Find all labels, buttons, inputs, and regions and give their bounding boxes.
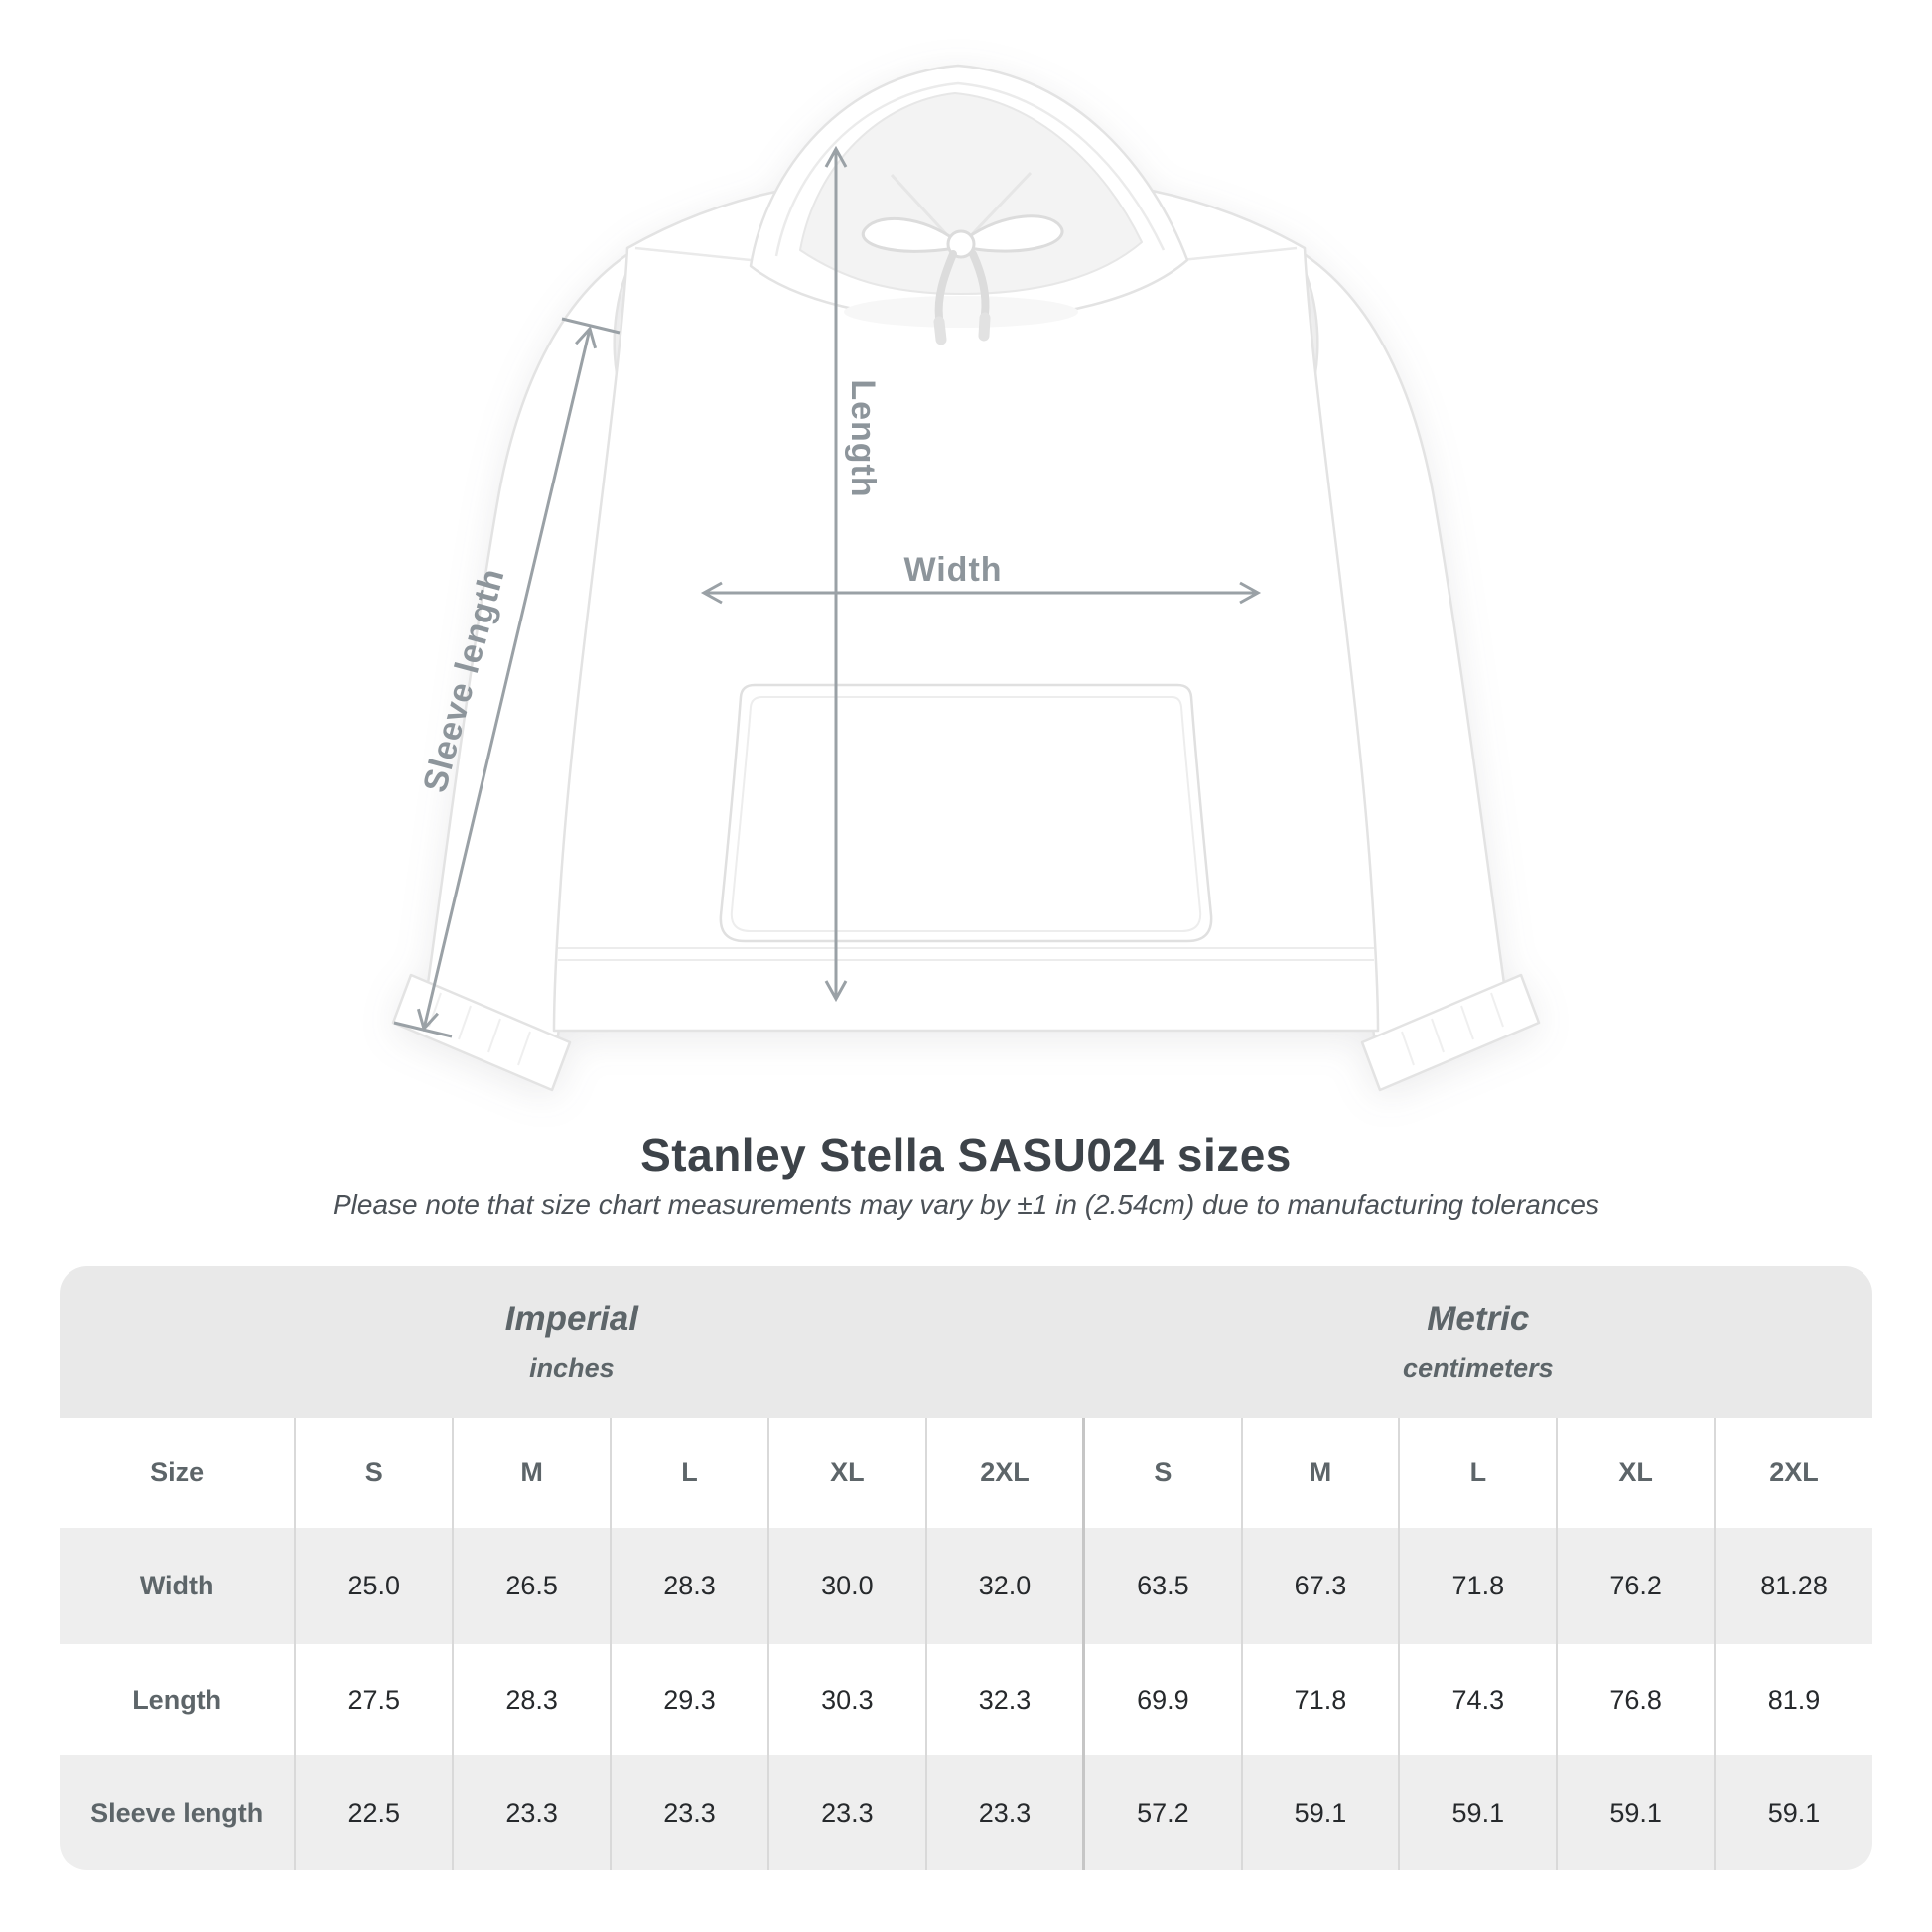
table-cell: 71.8	[1242, 1644, 1400, 1755]
col-header-metric-l: L	[1399, 1418, 1557, 1528]
table-cell: 76.8	[1557, 1644, 1715, 1755]
col-header-metric-s: S	[1084, 1418, 1242, 1528]
table-cell: 30.3	[768, 1644, 926, 1755]
col-header-imperial-l: L	[611, 1418, 768, 1528]
imperial-unit-label: inches	[529, 1353, 615, 1383]
imperial-header	[60, 1266, 1084, 1418]
table-cell: 81.28	[1715, 1528, 1872, 1644]
imperial-label: Imperial	[504, 1300, 638, 1338]
table-cell: 67.3	[1242, 1528, 1400, 1644]
table-cell: 22.5	[295, 1755, 453, 1870]
sleeve-length-label: Sleeve length	[415, 564, 512, 797]
table-cell: 63.5	[1084, 1528, 1242, 1644]
table-cell: 81.9	[1715, 1644, 1872, 1755]
col-header-metric-m: M	[1242, 1418, 1400, 1528]
table-cell: 32.0	[926, 1528, 1084, 1644]
table-cell: 59.1	[1715, 1755, 1872, 1870]
sleeve-length-row	[60, 1755, 1872, 1870]
table-cell: 23.3	[768, 1755, 926, 1870]
table-cell: 28.3	[611, 1528, 768, 1644]
col-header-imperial-2xl: 2XL	[926, 1418, 1084, 1528]
table-cell: 28.3	[453, 1644, 611, 1755]
col-header-imperial-s: S	[295, 1418, 453, 1528]
table-cell: 23.3	[926, 1755, 1084, 1870]
length-label: Length	[844, 379, 882, 498]
col-header-imperial-xl: XL	[768, 1418, 926, 1528]
width-label: Width	[903, 551, 1003, 589]
row-label-sleeve-length: Sleeve length	[90, 1797, 264, 1828]
table-cell: 25.0	[295, 1528, 453, 1644]
table-cell: 59.1	[1242, 1755, 1400, 1870]
metric-unit-label: centimeters	[1403, 1353, 1554, 1383]
row-label-width: Width	[139, 1571, 214, 1600]
size-column-header: Size	[150, 1457, 205, 1487]
metric-header	[1084, 1266, 1872, 1418]
unit-header-row	[60, 1266, 1872, 1418]
table-cell: 27.5	[295, 1644, 453, 1755]
table-cell: 59.1	[1399, 1755, 1557, 1870]
table-cell: 23.3	[611, 1755, 768, 1870]
col-header-metric-xl: XL	[1557, 1418, 1715, 1528]
col-header-imperial-m: M	[453, 1418, 611, 1528]
width-row	[60, 1528, 1872, 1644]
table-cell: 57.2	[1084, 1755, 1242, 1870]
kangaroo-pocket	[721, 685, 1211, 941]
table-cell: 26.5	[453, 1528, 611, 1644]
size-header-row	[60, 1418, 1872, 1528]
table-cell: 74.3	[1399, 1644, 1557, 1755]
table-cell: 59.1	[1557, 1755, 1715, 1870]
table-cell: 71.8	[1399, 1528, 1557, 1644]
metric-label: Metric	[1427, 1300, 1530, 1338]
table-cell: 32.3	[926, 1644, 1084, 1755]
table-cell: 29.3	[611, 1644, 768, 1755]
page-title: Stanley Stella SASU024 sizes	[640, 1129, 1292, 1180]
tolerance-note: Please note that size chart measurements may vary by ±1 in (2.54cm) due to manufacturing tolerances	[333, 1189, 1599, 1220]
table-cell: 69.9	[1084, 1644, 1242, 1755]
length-row	[60, 1644, 1872, 1755]
col-header-metric-2xl: 2XL	[1715, 1418, 1872, 1528]
row-label-length: Length	[132, 1684, 222, 1715]
size-table	[60, 1266, 1872, 1870]
table-cell: 30.0	[768, 1528, 926, 1644]
table-cell: 23.3	[453, 1755, 611, 1870]
table-cell: 76.2	[1557, 1528, 1715, 1644]
